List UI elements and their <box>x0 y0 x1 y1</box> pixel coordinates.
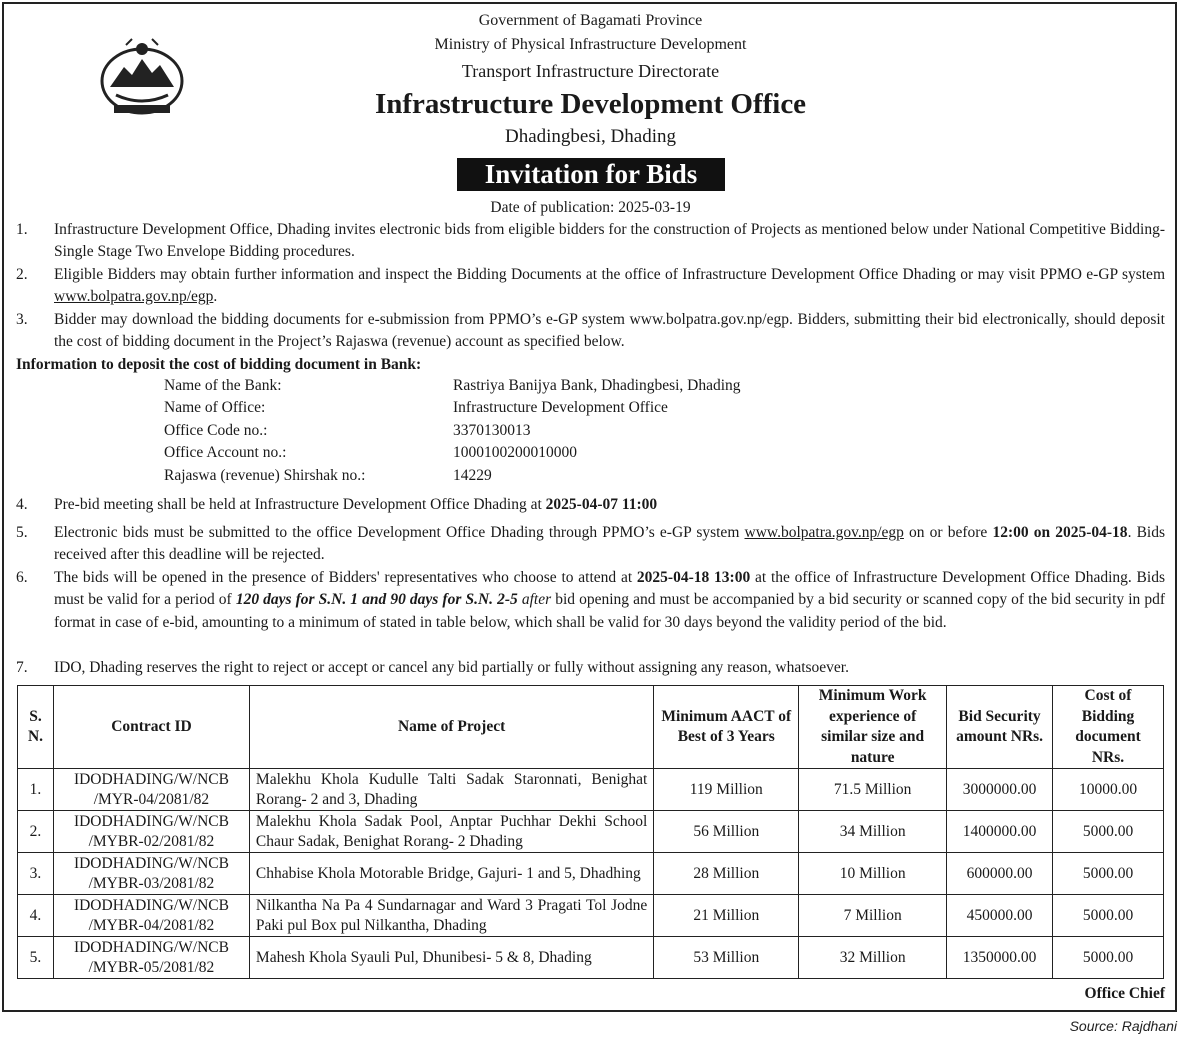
bank-row: Name of Office: Infrastructure Development Office <box>164 399 668 416</box>
egp-link[interactable]: www.bolpatra.gov.np/egp <box>744 524 904 541</box>
col-contract-id: Contract ID <box>53 686 249 769</box>
bank-row: Name of the Bank: Rastriya Banijya Bank, Dhadingbesi, Dhading <box>164 377 741 394</box>
submission-deadline: 12:00 on 2025-04-18 <box>992 524 1128 541</box>
bank-row: Rajaswa (revenue) Shirshak no.: 14229 <box>164 467 492 484</box>
paragraph-2: 2. Eligible Bidders may obtain further information and inspect the Bidding Documents at the office of Infrastructure Development Office Dhading or may visit PPMO e-GP system www.bolpatra.gov.np/egp. <box>16 266 1165 306</box>
paragraph-6: 6. The bids will be opened in the presence of Bidders' representatives who choose to attend at 2025-04-18 13:00 at the office of Infrastructure Development Office Dhading. Bids must be valid for a period of 120 days for S.N. 1 and 90 days for S.N. 2-5 after bid opening and must be accompanied by a bid security or scanned copy of the bid security in pdf format in case of e-bid, amounting to a minimum of stated in table below, which shall be valid for 30 days beyond the validity period of the bid. <box>16 569 1166 631</box>
government-line: Government of Bagamati Province <box>478 12 703 29</box>
paragraph-4: 4. Pre-bid meeting shall be held at Infrastructure Development Office Dhading at 2025-04-07 11:00 <box>16 496 658 513</box>
notice-title: Invitation for Bids <box>457 158 725 191</box>
bank-row: Office Account no.: 1000100200010000 <box>164 444 577 461</box>
egp-link[interactable]: www.bolpatra.gov.np/egp <box>54 288 214 306</box>
table-row: 4. IDODHADING/W/NCB /MYBR-04/2081/82 Nilkantha Na Pa 4 Sundarnagar and Ward 3 Pragati Tol Jodne Paki pul Box pul Nilkantha, Dhading 21 Million 7 Million 450000.00 5000.00 <box>18 895 1164 937</box>
col-doc-cost: Cost of Bidding document NRs. <box>1053 686 1164 769</box>
directorate-line: Transport Infrastructure Directorate <box>461 61 720 81</box>
table-row: 1. IDODHADING/W/NCB /MYR-04/2081/82 Malekhu Khola Kudulle Talti Sadak Staronnati, Benighat Rorang- 2 and 3, Dhading 119 Million 71.5 Million 3000000.00 10000.00 <box>18 769 1164 811</box>
table-header-row <box>18 686 1164 769</box>
col-aact: Minimum AACT of Best of 3 Years <box>654 686 799 769</box>
bids-table <box>17 685 1164 979</box>
col-sn: S. N. <box>18 686 54 769</box>
col-bid-security: Bid Security amount NRs. <box>947 686 1053 769</box>
paragraph-5: 5. Electronic bids must be submitted to the office Development Office Dhading through PPMO’s e-GP system www.bolpatra.gov.np/egp on or before 12:00 on 2025-04-18. Bids received after this deadline will be rejected. <box>16 524 1165 564</box>
office-location: Dhadingbesi, Dhading <box>505 126 676 147</box>
table-row: 2. IDODHADING/W/NCB /MYBR-02/2081/82 Malekhu Khola Sadak Pool, Anptar Puchhar Dekhi School Chaur Sadak, Benighat Rorang- 2 Dhading 56 Million 34 Million 1400000.00 5000.00 <box>18 811 1164 853</box>
bank-info-heading: Information to deposit the cost of bidding document in Bank: <box>16 356 422 373</box>
col-project-name: Name of Project <box>249 686 653 769</box>
paragraph-7: 7. IDO, Dhading reserves the right to reject or accept or cancel any bid partially or fully without assigning any reason, whatsoever. <box>16 659 849 676</box>
office-title: Infrastructure Development Office <box>374 88 807 120</box>
signature-office-chief: Office Chief <box>1084 985 1165 1002</box>
table-row: 5. IDODHADING/W/NCB /MYBR-05/2081/82 Mahesh Khola Syauli Pul, Dhunibesi- 5 & 8, Dhading 53 Million 32 Million 1350000.00 5000.00 <box>18 937 1164 979</box>
pre-bid-datetime: 2025-04-07 11:00 <box>545 496 658 513</box>
opening-datetime: 2025-04-18 13:00 <box>636 569 751 586</box>
col-experience: Minimum Work experience of similar size and nature <box>799 686 947 769</box>
publication-date: Date of publication: 2025-03-19 <box>490 199 691 216</box>
paragraph-1: 1. Infrastructure Development Office, Dhading invites electronic bids from eligible bidders for the construction of Projects as mentioned below under National Competitive Bidding- Single Stage Two Envelope Bidding procedures. <box>16 221 1165 261</box>
ministry-line: Ministry of Physical Infrastructure Development <box>434 36 747 53</box>
paragraph-3: 3. Bidder may download the bidding documents for e-submission from PPMO’s e-GP system www.bolpatra.gov.np/egp. Bidders, submitting their bid electronically, should deposit the cost of bidding document in the Project’s Rajaswa (revenue) account as specified below. <box>16 311 1165 351</box>
bank-row: Office Code no.: 3370130013 <box>164 422 531 439</box>
source-credit: Source: Rajdhani <box>1069 1018 1177 1034</box>
bid-validity: 120 days for S.N. 1 and 90 days for S.N. 2-5 <box>235 591 518 609</box>
table-row: 3. IDODHADING/W/NCB /MYBR-03/2081/82 Chhabise Khola Motorable Bridge, Gajuri- 1 and 5, Dhadhing 28 Million 10 Million 600000.00 5000.00 <box>18 853 1164 895</box>
